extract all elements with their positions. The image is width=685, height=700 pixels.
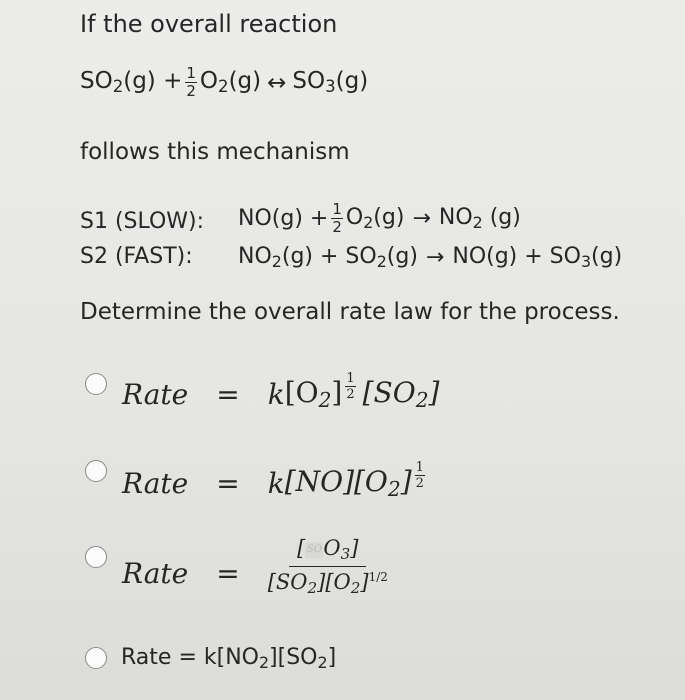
option-3-radio[interactable] <box>85 546 107 568</box>
option-3-fraction: $\frac{[SOO_3]}{[SO_2][O_2]^{1/2}}$ <box>267 536 388 597</box>
step2-arrow: → <box>425 244 445 270</box>
option-1-exponent: $\frac{1}{2}$ <box>346 370 355 402</box>
step1-arrow: → <box>412 206 431 231</box>
product-so3: $SO_3(g)$ <box>292 68 369 97</box>
option-2-radio[interactable] <box>85 460 107 482</box>
option-1-radio[interactable] <box>85 373 107 395</box>
step1-equation: NO(g) + $\frac{1}{2}$ $O_2(g)$ → $NO_2$ (g) <box>238 200 521 236</box>
question-prompt: If the overall reaction <box>80 10 338 38</box>
option-4-radio[interactable] <box>85 647 107 669</box>
option-3-label[interactable]: Rate = $\frac{[SOO_3]}{[SO_2][O_2]^{1/2}}$ <box>122 536 388 597</box>
equilibrium-arrow: ↔ <box>267 69 287 96</box>
option-2-label[interactable]: Rate = k $[NO][O_2]$ $\frac{1}{2}$ <box>122 459 424 502</box>
reactant-o2: $O_2(g)$ <box>199 68 262 97</box>
option-4-label[interactable]: Rate = $k[NO_2][SO_2]$ <box>121 645 337 672</box>
obscured-text: SO <box>305 542 323 558</box>
question-instruction: Determine the overall rate law for the process. <box>80 299 620 325</box>
mechanism-intro: follows this mechanism <box>80 139 350 165</box>
option-1-label[interactable]: Rate = k $[O_2]$ $\frac{1}{2}$ $[SO_2]$ <box>122 370 440 413</box>
overall-reaction <box>80 66 368 99</box>
step1-half-coefficient: $\frac{1}{2}$ <box>332 200 342 236</box>
option-2-exponent: $\frac{1}{2}$ <box>415 459 424 491</box>
step1-label: S1 (SLOW): <box>80 209 205 234</box>
half-coefficient: $\frac{1}{2}$ <box>186 64 196 100</box>
step2-label: S2 (FAST): <box>80 244 193 269</box>
step2-equation: $NO_2(g) + SO_2(g)$ → $NO(g) + SO_3(g)$ <box>238 244 623 271</box>
reactant-so2: $SO_2(g)$ + <box>80 68 183 97</box>
